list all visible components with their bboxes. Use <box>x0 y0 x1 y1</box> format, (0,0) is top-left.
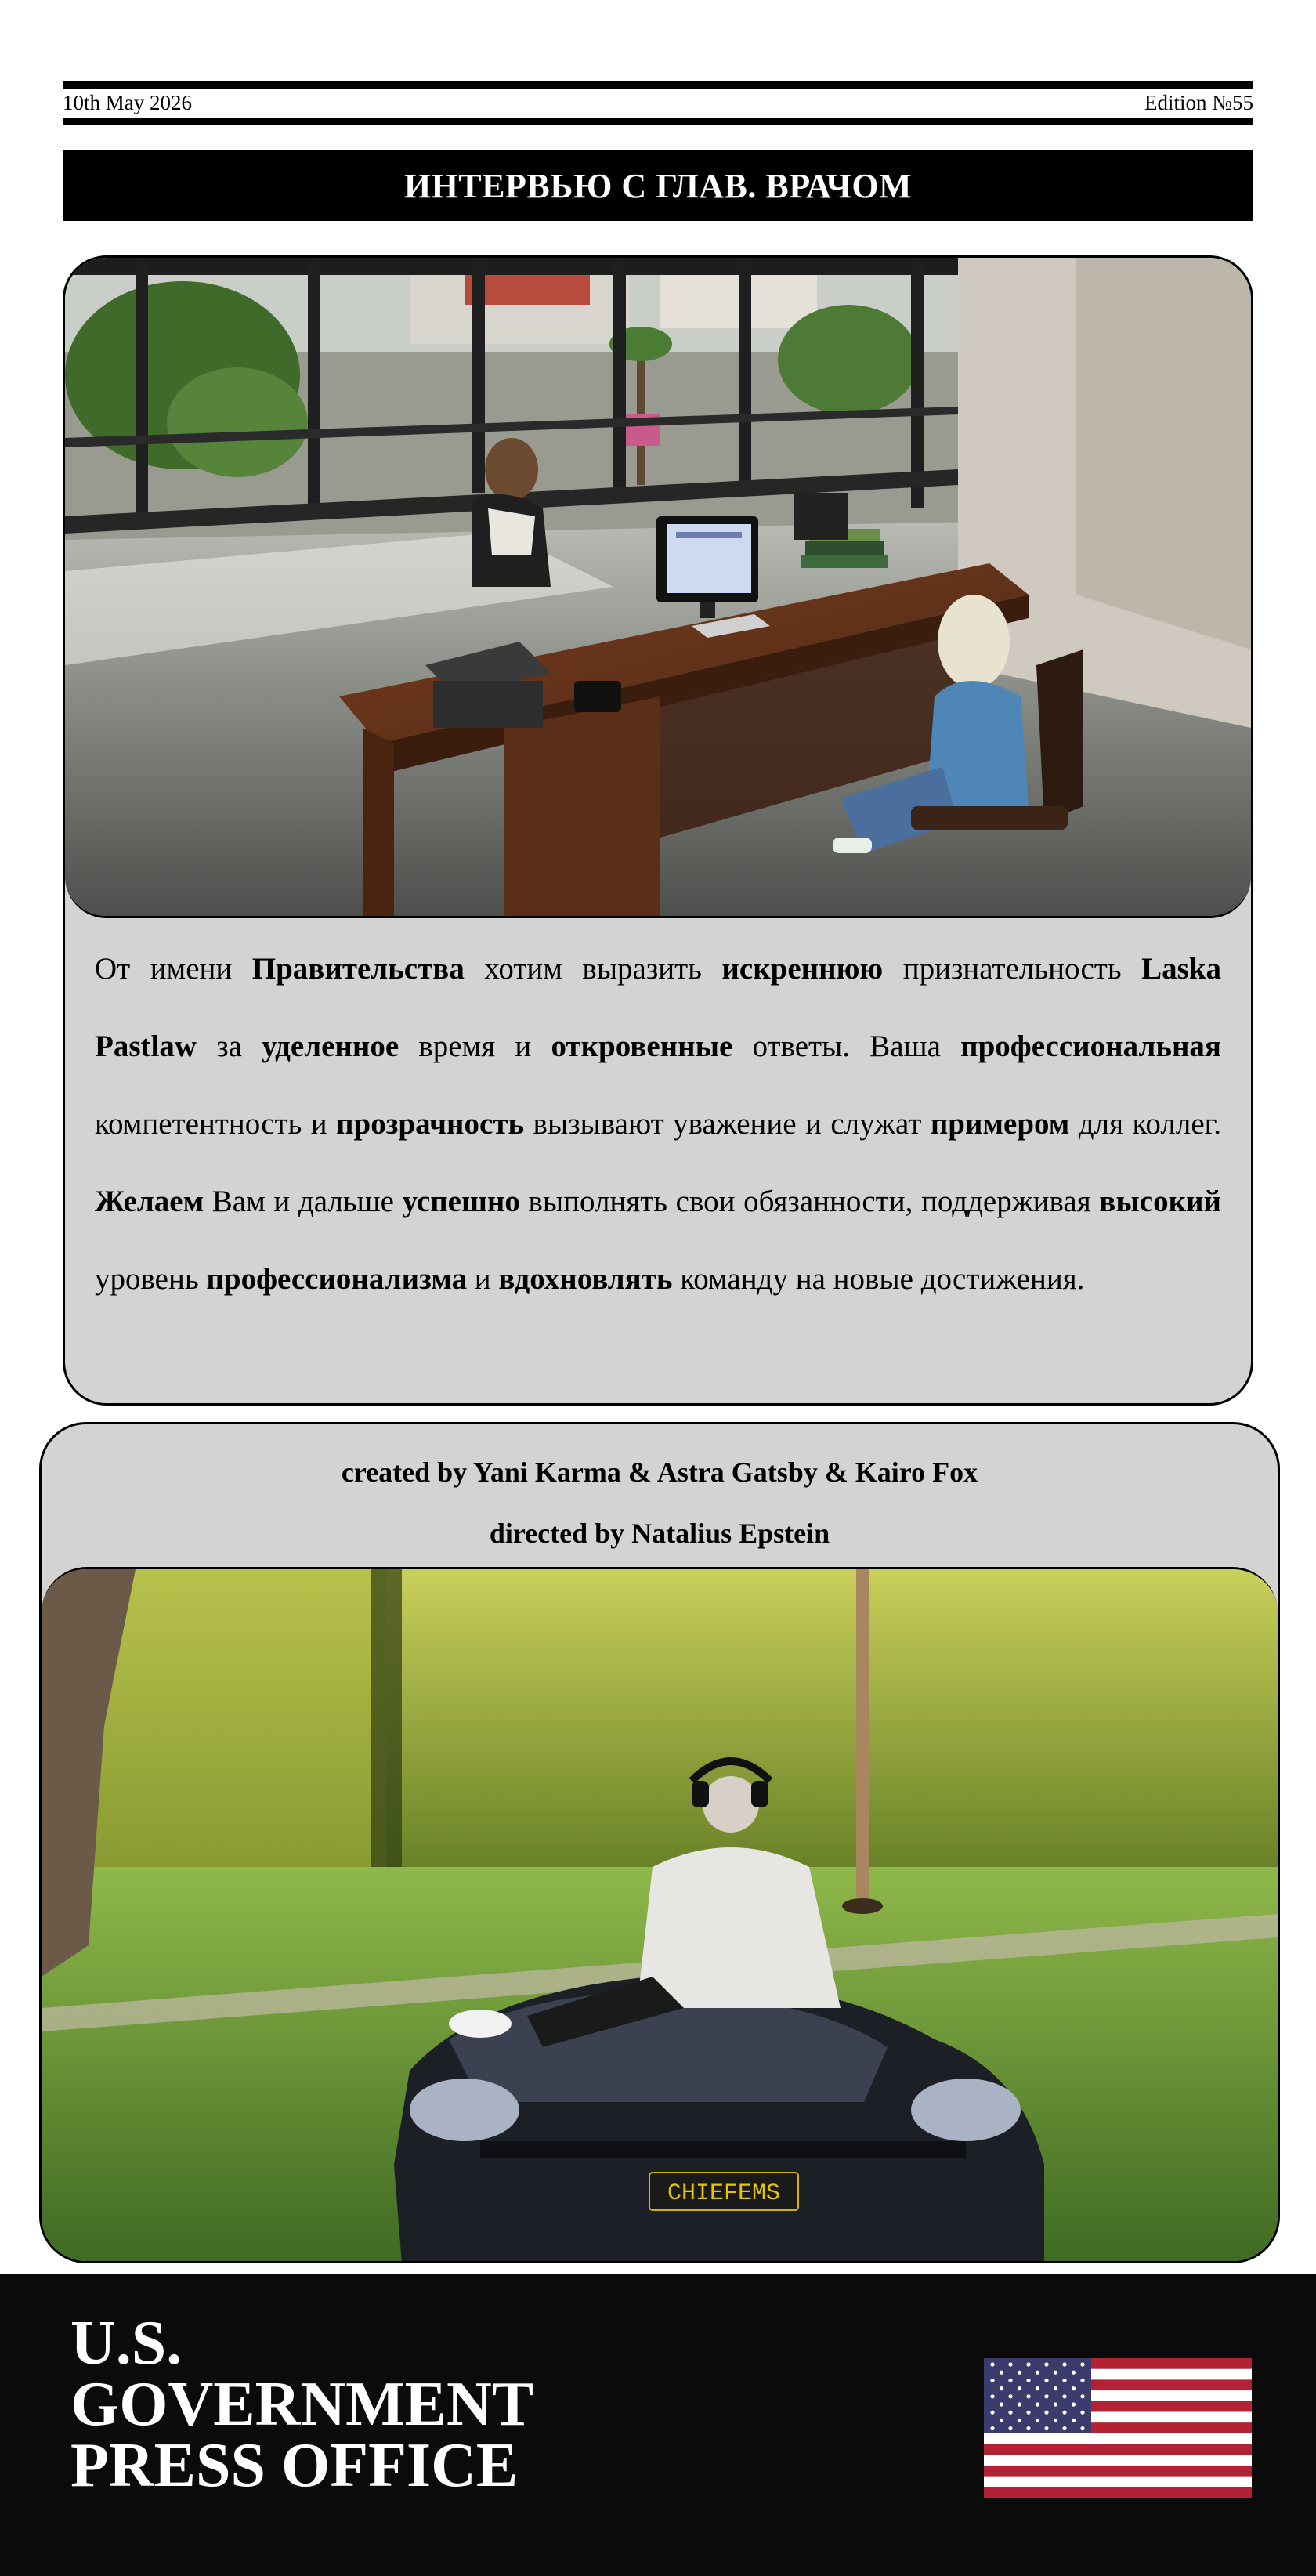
article-emphasis: прозрачность <box>336 1107 525 1141</box>
edition-number: Edition №55 <box>1144 91 1253 114</box>
article-text-run: время и <box>399 1029 551 1063</box>
credits-created-by: created by Yani Karma & Astra Gatsby & Kairo Fox <box>341 1456 978 1488</box>
article-text-run: за <box>197 1029 262 1063</box>
article-card <box>63 255 1253 1406</box>
article-text-run: Вам и дальше <box>204 1185 403 1218</box>
footer <box>0 2274 1316 2576</box>
page-title: ИНТЕРВЬЮ С ГЛАВ. ВРАЧОМ <box>63 150 1253 221</box>
credits-card <box>39 1422 1280 2263</box>
license-plate-text: CHIEFEMS <box>667 2180 781 2207</box>
article-emphasis: Laska Pastlaw <box>95 952 1221 1063</box>
press-office-line-2: GOVERNMENT <box>70 2370 534 2439</box>
article-emphasis: откровенные <box>551 1029 733 1063</box>
article-text-run: От имени <box>95 952 252 986</box>
article-emphasis: примером <box>930 1107 1070 1141</box>
article-text-run: вызывают уважение и служат <box>524 1107 931 1141</box>
article-emphasis: успешно <box>402 1185 520 1218</box>
article-emphasis: профессионализма <box>206 1262 468 1296</box>
issue-date: 10th May 2026 <box>63 91 192 114</box>
article-emphasis: профессиональная <box>960 1029 1222 1063</box>
article-text-run: и <box>467 1262 499 1296</box>
credits-directed-by: directed by Natalius Epstein <box>489 1518 830 1549</box>
masthead-bottom-rule <box>63 118 1253 125</box>
article-emphasis: уделенное <box>262 1029 400 1063</box>
article-text-run: уровень <box>95 1262 207 1296</box>
office-photo <box>65 258 1251 918</box>
article-text-run: выполнять свои обязанности, поддерживая <box>519 1185 1100 1218</box>
masthead-top-rule <box>63 81 1253 89</box>
car-photo <box>42 1567 1278 2263</box>
masthead <box>63 91 1253 114</box>
press-office-line-3: PRESS OFFICE <box>70 2431 519 2500</box>
article-text-run: хотим выразить <box>464 952 722 986</box>
article-emphasis: Желаем <box>95 1185 204 1218</box>
article-text-run: признательность <box>883 952 1142 986</box>
article-body <box>95 930 1221 1318</box>
article-text-run: для коллег. <box>1069 1107 1221 1141</box>
article-text-run: ответы. Ваша <box>732 1029 961 1063</box>
press-office-line-1: U.S. <box>70 2309 183 2378</box>
article-text-run: команду на новые достижения. <box>672 1262 1085 1296</box>
article-emphasis: Правительства <box>251 952 465 986</box>
us-flag-icon <box>984 2358 1252 2498</box>
article-emphasis: высокий <box>1099 1185 1222 1218</box>
article-emphasis: вдохновлять <box>498 1262 673 1296</box>
press-office-title <box>70 2309 534 2500</box>
article-emphasis: искреннюю <box>721 952 884 986</box>
article-text-run: компетентность и <box>95 1107 337 1141</box>
